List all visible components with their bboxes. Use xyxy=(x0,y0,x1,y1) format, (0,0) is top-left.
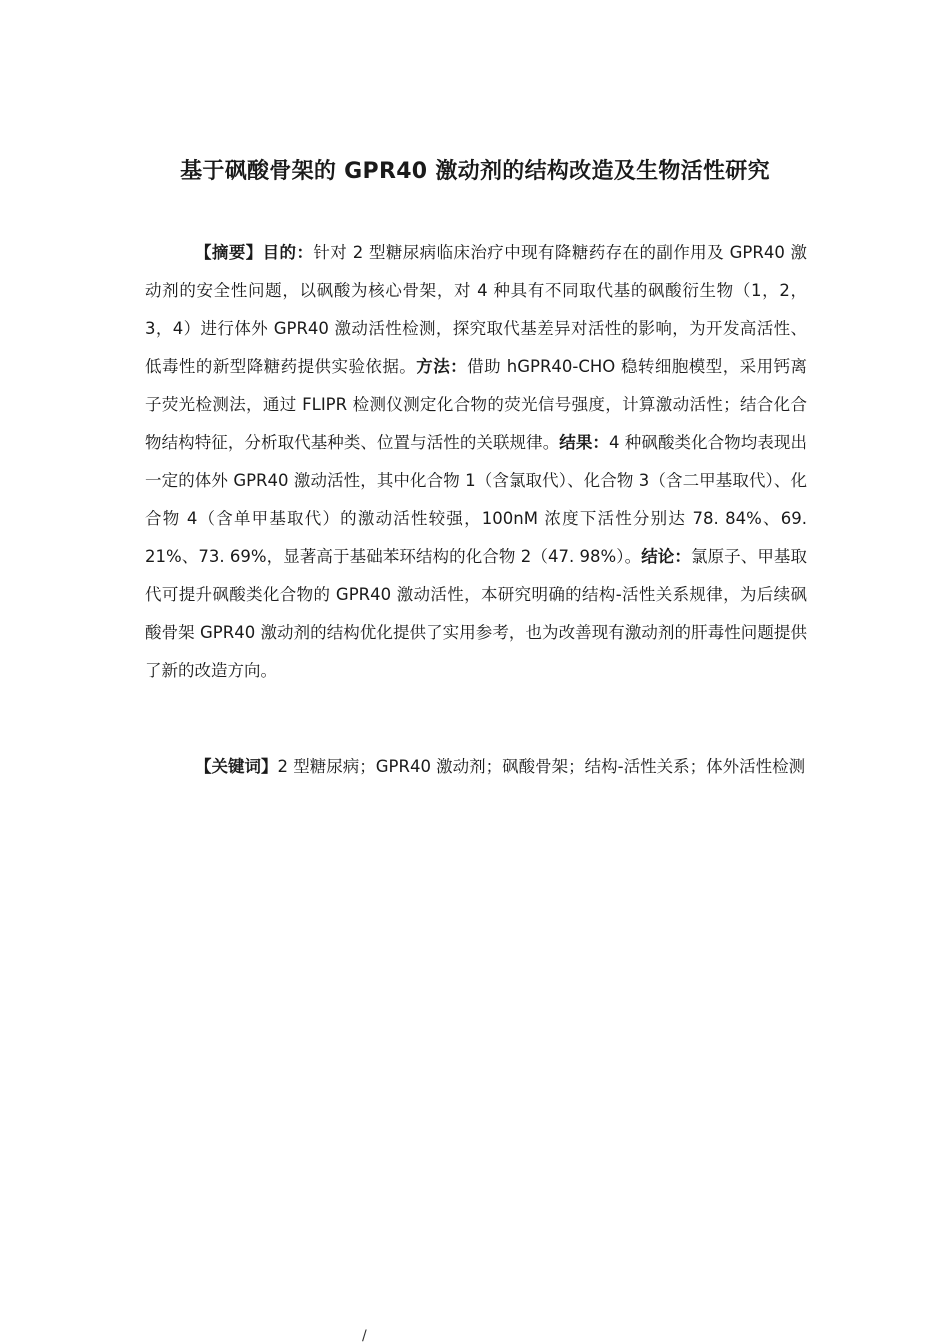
method-label: 方法： xyxy=(416,357,468,376)
paper-title: 基于砜酸骨架的 GPR40 激动剂的结构改造及生物活性研究 xyxy=(180,159,770,184)
conclusion-label: 结论： xyxy=(641,547,691,566)
page-footer-mark: / xyxy=(362,1328,367,1344)
purpose-text: 针对 2 型糖尿病临床治疗中现有降糖药存在的副作用及 GPR40 激动剂的安全性问题，以砜酸为核心骨架，对 4 种具有不同取代基的砜酸衍生物（1，2，3，4）进行体外 GPR40 激动活性检测，探究取代基差异对活性的影响，为开发高活性、低毒性的新型降糖药提供实验依据。 xyxy=(145,243,807,376)
method-text: 借助 hGPR40-CHO 稳转细胞模型，采用钙离子荧光检测法，通过 FLIPR 检测仪测定化合物的荧光信号强度，计算激动活性；结合化合物结构特征，分析取代基种类、位置与活性的关联规律。 xyxy=(145,357,808,452)
conclusion-text: 氯原子、甲基取代可提升砜酸类化合物的 GPR40 激动活性，本研究明确的结构-活性关系规律，为后续砜酸骨架 GPR40 激动剂的结构优化提供了实用参考，也为改善现有激动剂的肝毒性问题提供了新的改造方向。 xyxy=(145,547,807,680)
abstract-paragraph xyxy=(145,234,807,690)
keywords-paragraph xyxy=(145,748,807,786)
result-text: 4 种砜酸类化合物均表现出一定的体外 GPR40 激动活性，其中化合物 1（含氯取代）、化合物 3（含二甲基取代）、化合物 4（含单甲基取代）的激动活性较强，100nM 浓度下活性分别达 78. 84%、69. 21%、73. 69%，显著高于基础苯环结构的化合物 2（47. 98%）。 xyxy=(145,433,808,566)
keywords-text: 2 型糖尿病；GPR40 激动剂；砜酸骨架；结构-活性关系；体外活性检测 xyxy=(277,757,806,776)
result-label: 结果： xyxy=(559,433,609,452)
purpose-label: 目的： xyxy=(262,243,314,262)
abstract-section xyxy=(145,234,807,690)
abstract-label: 【摘要】 xyxy=(195,243,263,262)
keywords-section xyxy=(145,748,807,786)
keywords-label: 【关键词】 xyxy=(195,757,278,776)
